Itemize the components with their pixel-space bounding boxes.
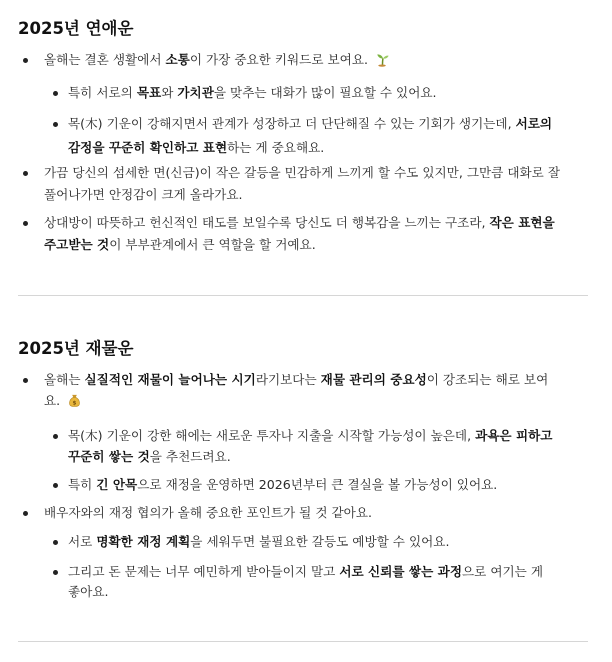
wealth-bullet-1a-line1 xyxy=(68,428,552,444)
bullet-dot xyxy=(53,570,58,575)
text: 올해는 xyxy=(44,372,85,387)
bullet-dot xyxy=(53,91,58,96)
text: 그리고 돈 문제는 너무 예민하게 받아들이지 말고 xyxy=(68,564,340,579)
text: 요. xyxy=(44,393,61,408)
text: 으로 재정을 운영하면 2026년부터 큰 결실을 볼 가능성이 있어요. xyxy=(137,477,498,492)
text: 풀어나가면 안정감이 크게 올라가요. xyxy=(44,187,243,202)
love-bullet-1b-line1 xyxy=(68,116,552,132)
text: 하는 게 중요해요. xyxy=(227,140,325,155)
love-bullet-3-line2 xyxy=(44,237,316,253)
text-bold: 주고받는 것 xyxy=(44,237,110,252)
bullet-dot xyxy=(23,221,28,226)
text-bold: 서로 신뢰를 쌓는 과정 xyxy=(339,564,462,579)
text-bold: 꾸준히 쌓는 것 xyxy=(68,449,150,464)
sprout-icon xyxy=(375,52,390,67)
love-bullet-2-line2 xyxy=(44,187,243,203)
text: 상대방이 따뜻하고 헌신적인 태도를 보일수록 당신도 더 행복감을 느끼는 구조라, xyxy=(44,215,490,230)
text: 이 가장 중요한 키워드로 보여요. xyxy=(189,52,369,67)
section-divider xyxy=(18,295,588,296)
wealth-bullet-2 xyxy=(44,505,372,521)
bullet-dot xyxy=(53,483,58,488)
wealth-bullet-2b-line2 xyxy=(68,584,109,600)
love-bullet-1 xyxy=(44,52,390,68)
text: 이 강조되는 해로 보여 xyxy=(426,372,549,387)
bullet-dot xyxy=(53,434,58,439)
text: 으로 여기는 게 xyxy=(462,564,543,579)
text: 특히 xyxy=(68,477,97,492)
text: 목(木) 기운이 강한 해에는 새로운 투자나 지출을 시작할 가능성이 높은데, xyxy=(68,428,476,443)
text: 가끔 당신의 섬세한 면(신금)이 작은 갈등을 민감하게 느끼게 할 수도 있지만, 그만큼 대화로 잘 xyxy=(44,165,560,180)
text-bold: 감정을 꾸준히 확인하고 표현 xyxy=(68,140,228,155)
text-bold: 재물 관리의 중요성 xyxy=(320,372,427,387)
text-bold: 목표 xyxy=(136,85,162,100)
love-bullet-1a xyxy=(68,85,437,101)
wealth-bullet-2b-line1 xyxy=(68,564,543,580)
text-bold: 작은 표현을 xyxy=(489,215,555,230)
wealth-bullet-2a xyxy=(68,534,449,550)
text: 특히 서로의 xyxy=(68,85,137,100)
bullet-dot xyxy=(23,378,28,383)
wealth-fortune-title: 2025년 재물운 xyxy=(18,339,134,358)
text: 이 부부관계에서 큰 역할을 할 거예요. xyxy=(109,237,316,252)
text: 좋아요. xyxy=(68,584,109,599)
love-fortune-title: 2025년 연애운 xyxy=(18,19,134,38)
text-bold: 실질적인 재물이 늘어나는 시기 xyxy=(84,372,256,387)
text: 와 xyxy=(161,85,178,100)
text-bold: 가치관 xyxy=(177,85,214,100)
bullet-dot xyxy=(53,122,58,127)
text-bold: 과욕은 피하고 xyxy=(475,428,553,443)
text-bold: 서로의 xyxy=(515,116,553,131)
wealth-bullet-1b xyxy=(68,477,497,493)
text: 배우자와의 재정 협의가 올해 중요한 포인트가 될 것 같아요. xyxy=(44,505,373,520)
money-bag-icon xyxy=(67,393,82,408)
wealth-bullet-1-line1 xyxy=(44,372,548,388)
wealth-bullet-1a-line2 xyxy=(68,449,231,465)
text: 을 맞추는 대화가 많이 필요할 수 있어요. xyxy=(213,85,437,100)
text-bold: 긴 안목 xyxy=(96,477,138,492)
text: 을 추천드려요. xyxy=(149,449,231,464)
love-bullet-1b-line2 xyxy=(68,140,324,156)
bullet-dot xyxy=(23,58,28,63)
svg-text:$: $ xyxy=(72,400,77,407)
bullet-dot xyxy=(23,171,28,176)
text: 목(木) 기운이 강해지면서 관계가 성장하고 더 단단해질 수 있는 기회가 생기는데, xyxy=(68,116,516,131)
love-bullet-3-line1 xyxy=(44,215,555,231)
text: 을 세워두면 불필요한 갈등도 예방할 수 있어요. xyxy=(190,534,450,549)
text: 올해는 결혼 생활에서 xyxy=(44,52,166,67)
text-bold: 소통 xyxy=(165,52,190,67)
bullet-dot xyxy=(23,511,28,516)
love-bullet-2-line1 xyxy=(44,165,560,181)
section-divider xyxy=(18,641,588,642)
bullet-dot xyxy=(53,540,58,545)
text-bold: 명확한 재정 계획 xyxy=(96,534,191,549)
wealth-bullet-1-line2 xyxy=(44,393,82,409)
text: 서로 xyxy=(68,534,97,549)
text: 라기보다는 xyxy=(255,372,321,387)
